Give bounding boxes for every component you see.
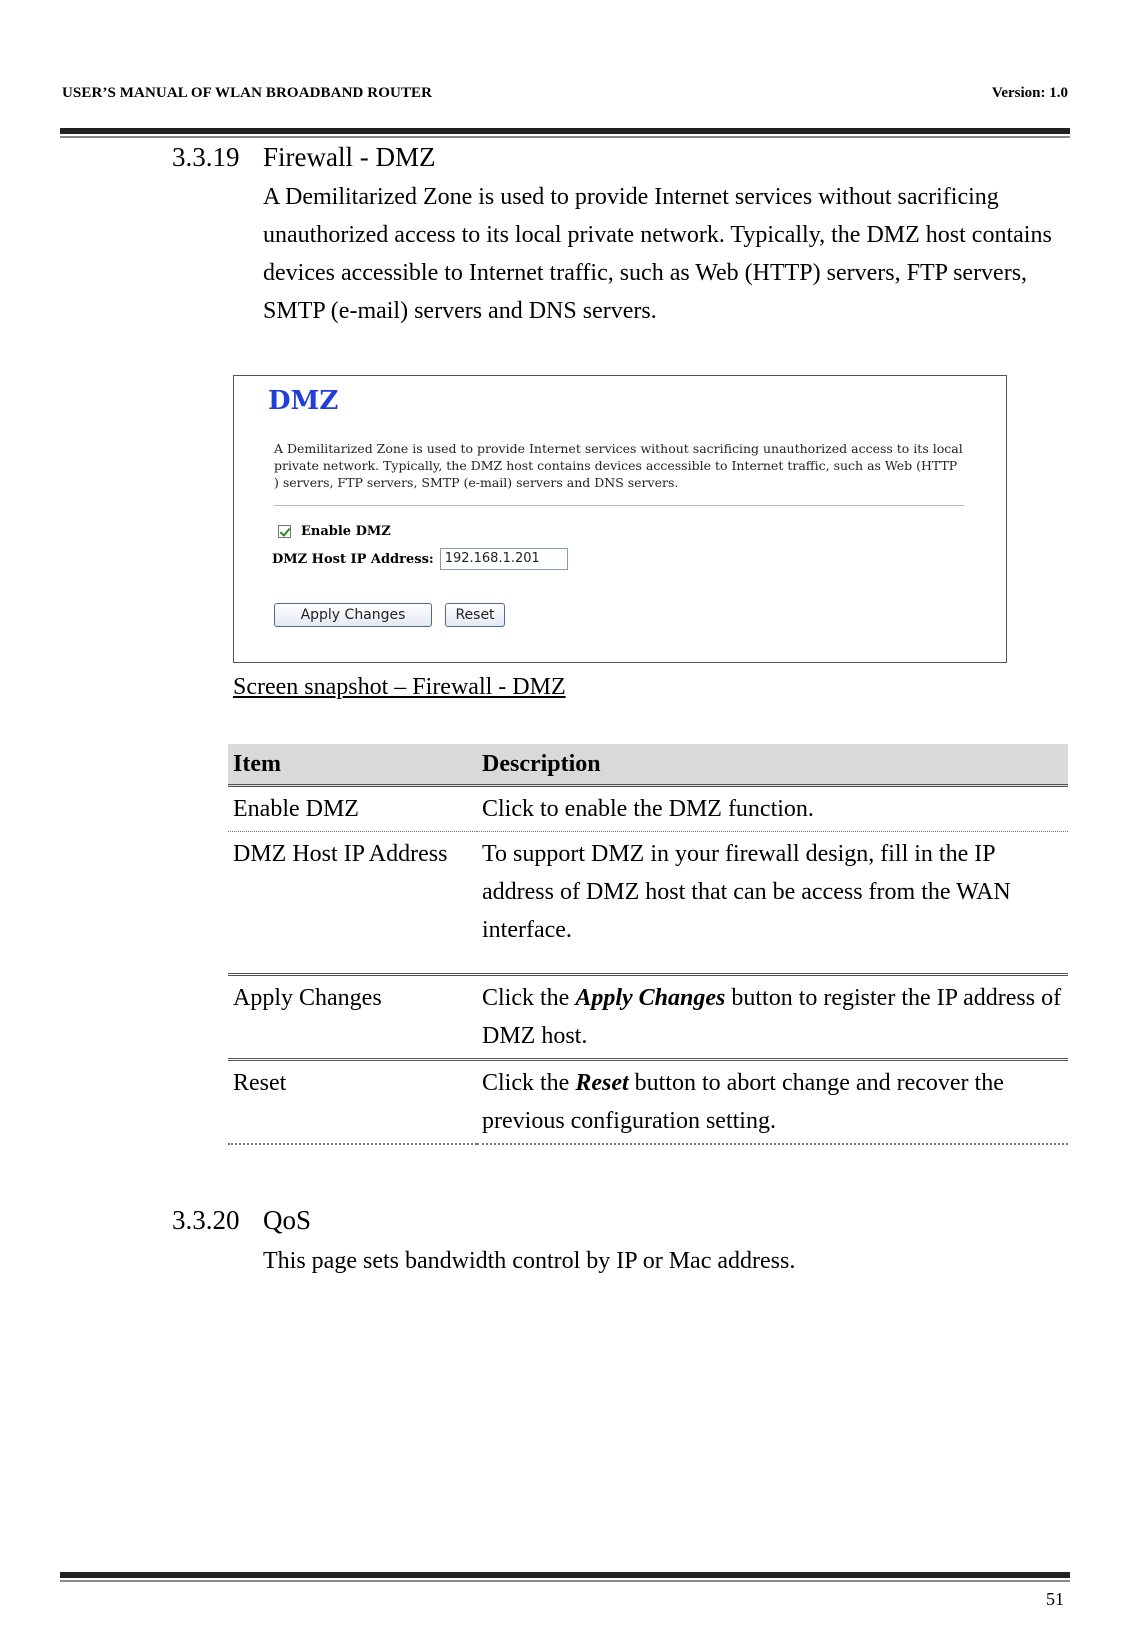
table-row xyxy=(228,1060,1068,1145)
dmz-page-title: DMZ xyxy=(268,386,339,416)
dmz-ip-row xyxy=(272,548,568,570)
row-item: DMZ Host IP Address xyxy=(228,832,477,975)
reset-button[interactable]: Reset xyxy=(445,603,505,627)
desc-text: button to register the IP address of DMZ host. xyxy=(482,985,1062,1049)
enable-dmz-row xyxy=(278,524,391,539)
header-item: Item xyxy=(228,744,477,786)
desc-text: Click the xyxy=(482,1070,576,1096)
desc-emphasis: Reset xyxy=(575,1070,629,1096)
row-item: Apply Changes xyxy=(228,975,477,1060)
section-intro: A Demilitarized Zone is used to provide Internet services without sacrificing unauthorized access to its local private network. Typically, the DMZ host contains devices accessible to Internet traffic, such as Web (HTTP) servers, FTP servers, SMTP (e-mail) servers and DNS servers. xyxy=(263,184,1052,324)
description-table xyxy=(228,744,1068,1145)
dmz-page-description: A Demilitarized Zone is used to provide Internet services without sacrificing unauthorized access to its local private network. Typically, the DMZ host contains devices accessible to Internet traffic, such as Web (HTTP ) servers, FTP servers, SMTP (e-mail) servers and DNS servers. xyxy=(274,441,963,490)
section-heading xyxy=(172,1205,311,1236)
row-description: To support DMZ in your firewall design, fill in the IP address of DMZ host that can be access from the WAN interface. xyxy=(477,832,1068,975)
header-description: Description xyxy=(477,744,1068,786)
row-description: Click to enable the DMZ function. xyxy=(477,786,1068,832)
divider xyxy=(274,505,964,506)
table-row xyxy=(228,832,1068,975)
dmz-ip-label: DMZ Host IP Address: xyxy=(272,551,434,567)
table-row xyxy=(228,975,1068,1060)
desc-emphasis: Apply Changes xyxy=(575,985,726,1011)
row-item: Enable DMZ xyxy=(228,786,477,832)
section-title: Firewall - DMZ xyxy=(263,142,436,172)
table-row xyxy=(228,786,1068,832)
row-item: Reset xyxy=(228,1060,477,1145)
dmz-ip-input[interactable]: 192.168.1.201 xyxy=(440,548,568,570)
footer-rule xyxy=(60,1572,1070,1582)
row-description xyxy=(477,975,1068,1060)
header-title: USER’S MANUAL OF WLAN BROADBAND ROUTER xyxy=(62,85,433,101)
section-intro: This page sets bandwidth control by IP or Mac address. xyxy=(263,1248,796,1274)
snapshot-caption: Screen snapshot – Firewall - DMZ xyxy=(233,674,566,700)
section-number: 3.3.20 xyxy=(172,1205,240,1235)
header-rule xyxy=(60,128,1070,138)
page-number: 51 xyxy=(1046,1589,1064,1609)
enable-dmz-checkbox[interactable] xyxy=(278,525,291,538)
apply-changes-button[interactable]: Apply Changes xyxy=(274,603,432,627)
desc-text: button to abort change and recover the previous configuration setting. xyxy=(482,1070,1004,1134)
table-header xyxy=(228,744,1068,786)
section-heading xyxy=(172,142,435,173)
header-version: Version: 1.0 xyxy=(991,85,1068,101)
enable-dmz-label: Enable DMZ xyxy=(301,524,391,539)
row-description xyxy=(477,1060,1068,1145)
desc-text: Click the xyxy=(482,985,576,1011)
section-number: 3.3.19 xyxy=(172,142,240,172)
dmz-screenshot xyxy=(233,375,1007,663)
section-title: QoS xyxy=(263,1205,312,1235)
